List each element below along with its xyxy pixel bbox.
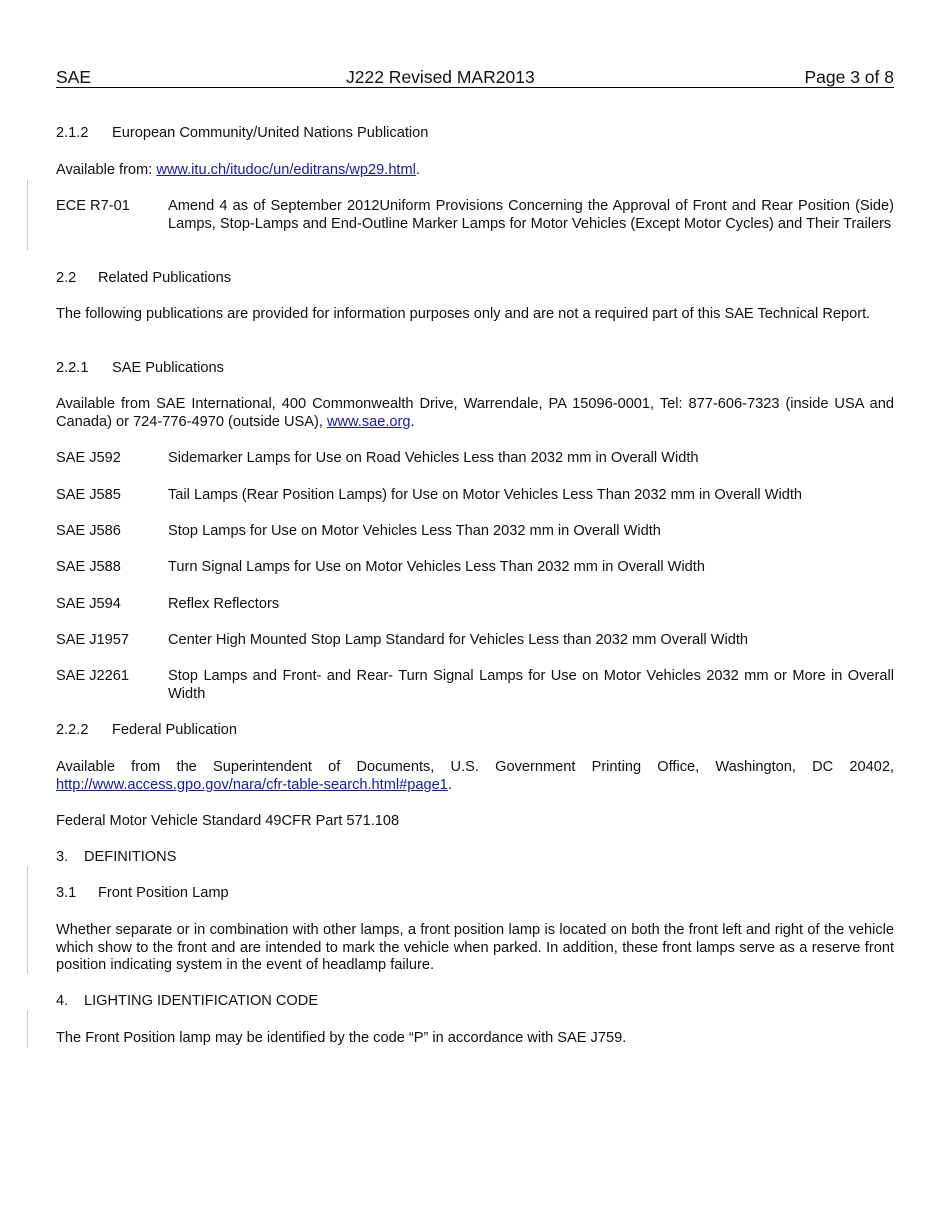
reference-entry (56, 668, 894, 703)
header-left: SAE (56, 67, 92, 87)
related-paragraph: The following publications are provided for information purposes only and are not a required part of this SAE Technical Report. (56, 306, 871, 322)
section-number: 3. (56, 849, 69, 865)
fmvss-reference: Federal Motor Vehicle Standard 49CFR Part 571.108 (56, 813, 400, 829)
reference-entry (56, 487, 894, 505)
reference-entry (56, 198, 894, 233)
reference-entry (56, 632, 894, 650)
gpo-link[interactable]: http://www.access.gpo.gov/nara/cfr-table-search.html#page1 (56, 776, 448, 793)
section-heading-2-2-1 (56, 360, 894, 378)
availability-text: Available from the Superintendent of Documents, U.S. Government Printing Office, Washington, DC 20402, (56, 759, 894, 775)
reference-entry (56, 450, 894, 468)
change-bar (27, 180, 28, 250)
section-title: DEFINITIONS (84, 849, 177, 865)
itu-link[interactable]: www.itu.ch/itudoc/un/editrans/wp29.html (156, 162, 416, 178)
reference-title: Turn Signal Lamps for Use on Motor Vehicles Less Than 2032 mm in Overall Width (168, 559, 705, 575)
reference-code: SAE J586 (56, 523, 121, 539)
reference-title: Reflex Reflectors (168, 596, 280, 612)
section-title: European Community/United Nations Publication (112, 125, 429, 141)
definition-paragraph: Whether separate or in combination with other lamps, a front position lamp is located on both the front left and right of the vehicle which show to the front and are intended to mark the vehicle when parked. In addition, these front lamps serve as a reserve front position indicating system in the event of headlamp failure. (56, 922, 894, 973)
reference-code: SAE J592 (56, 450, 121, 466)
reference-title: Center High Mounted Stop Lamp Standard for Vehicles Less than 2032 mm Overall Width (168, 632, 749, 648)
reference-title: Stop Lamps and Front- and Rear- Turn Signal Lamps for Use on Motor Vehicles 2032 mm or More in Overall Width (168, 668, 894, 702)
change-bar (27, 866, 28, 974)
change-bar (27, 1010, 28, 1048)
section-number: 2.2.1 (56, 360, 89, 376)
header-right: Page 3 of 8 (804, 67, 894, 87)
reference-title: Sidemarker Lamps for Use on Road Vehicles Less than 2032 mm in Overall Width (168, 450, 699, 466)
reference-title: Tail Lamps (Rear Position Lamps) for Use on Motor Vehicles Less Than 2032 mm in Overall Width (168, 487, 803, 503)
section-heading-2-1-2 (56, 125, 894, 143)
section-title: Front Position Lamp (98, 885, 229, 901)
section-heading-2-2 (56, 270, 894, 288)
reference-title: Amend 4 as of September 2012Uniform Provisions Concerning the Approval of Front and Rear Position (Side) Lamps, Stop-Lamps and End-Outline Marker Lamps for Motor Vehicles (Except Motor Cycles) and Their Trailers (168, 198, 894, 232)
section-number: 4. (56, 993, 69, 1009)
section-title: SAE Publications (112, 360, 224, 376)
reference-code: SAE J585 (56, 487, 121, 503)
reference-entry (56, 559, 894, 577)
section-heading-3 (56, 849, 894, 867)
section-number: 2.2 (56, 270, 77, 286)
reference-code: ECE R7-01 (56, 198, 130, 214)
availability-paragraph (56, 759, 894, 794)
reference-code: SAE J588 (56, 559, 121, 575)
availability-text: Available from: (56, 162, 157, 178)
punctuation: . (447, 776, 452, 793)
section-number: 2.1.2 (56, 125, 89, 141)
section-title: LIGHTING IDENTIFICATION CODE (84, 993, 319, 1009)
reference-entry (56, 596, 894, 614)
reference-code: SAE J1957 (56, 632, 130, 648)
availability-paragraph (56, 162, 894, 180)
reference-code: SAE J594 (56, 596, 121, 612)
punctuation: . (410, 413, 415, 430)
reference-entry (56, 523, 894, 541)
reference-title: Stop Lamps for Use on Motor Vehicles Less Than 2032 mm in Overall Width (168, 523, 661, 539)
section-number: 2.2.2 (56, 722, 89, 738)
section-title: Federal Publication (112, 722, 237, 738)
punctuation: . (415, 162, 420, 178)
section-heading-3-1 (56, 885, 894, 903)
section-heading-2-2-2 (56, 722, 894, 740)
reference-code: SAE J2261 (56, 668, 130, 684)
section-heading-4 (56, 993, 894, 1011)
page-header (56, 68, 894, 88)
sae-link[interactable]: www.sae.org (326, 413, 411, 430)
section-title: Related Publications (98, 270, 232, 286)
header-center: J222 Revised MAR2013 (346, 67, 535, 87)
lighting-code-paragraph: The Front Position lamp may be identified by the code “P” in accordance with SAE J759. (56, 1030, 627, 1046)
availability-text: Available from SAE International, 400 Commonwealth Drive, Warrendale, PA 15096-0001, Tel: 877-606-7323 (inside USA and Canada) or 724-776-4970 (outside USA), (56, 396, 894, 430)
availability-paragraph (56, 396, 894, 431)
section-number: 3.1 (56, 885, 77, 901)
